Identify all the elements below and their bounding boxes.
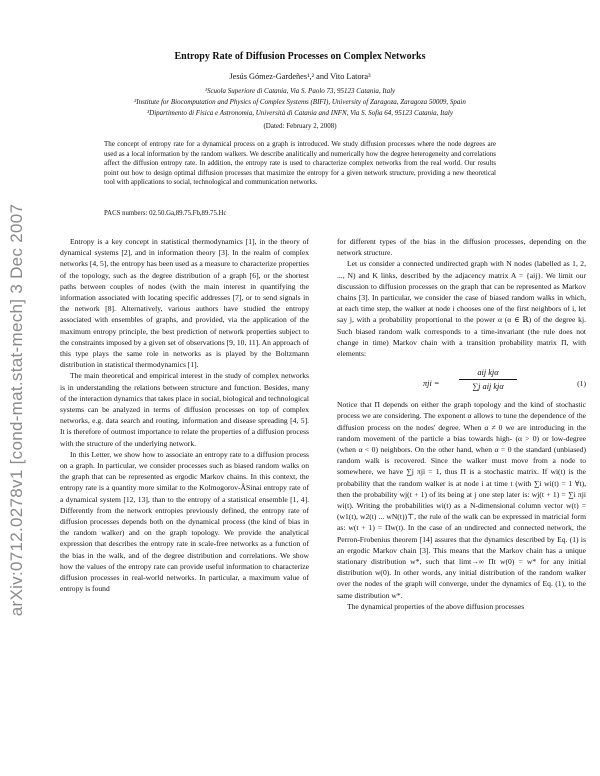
- equation-1: [337, 363, 586, 393]
- paragraph: Notice that Π depends on either the graph topology and the kind of stochastic process we are considering. The exponent α allows to tune the dependence of the diffusion process on the nodes' degree. When α ≠ 0 we are introducing in the random movement of the particle a bias towards high- (α > 0) or low-degree (when α < 0) neighbors. On the other hand, when α = 0 the standard (unbiased) random walk is recovered. Since the walker must move from a node to somewhere, we have ∑j πji = 1, thus Π is a stochastic matrix. If wi(t) is the probability that the random walker is at node i at time t (with ∑i wi(t) = 1 ∀t), then the probability wj(t + 1) of its being at j one step later is: wj(t + 1) = ∑i πji wi(t). Writing the probabilities wi(t) as a N-dimensional column vector w(t) = (w1(t), w2(t) ... wN(t))⊤, the rule of the walk can be expressed in matricial form as: w(t + 1) = Πw(t). In the case of an undirected and connected network, the Perron-Frobenius theorem [14] assures that the dynamics described by Eq. (1) is an ergodic Markov chain [3]. This means that the Markov chain has a unique stationary distribution w*, such that limt→∞ Πt w(0) = w* for any initial distribution w(0). In other words, any initial distribution of the random walker over the nodes of the graph will converge, under the dynamics of Eq. (1), to the same distribution w*.: [337, 400, 586, 600]
- arxiv-identifier: arXiv:0712.0278v1 [cond-mat.stat-mech] 3 Dec 2007: [7, 203, 26, 617]
- left-column: [60, 236, 309, 595]
- right-column: [337, 236, 586, 612]
- paragraph: In this Letter, we show how to associate an entropy rate to a diffusion process on a graph. In particular, we consider processes such as biased random walks on the graph that can be represented as ergodic Markov chains. In this context, the entropy rate is a quantity more similar to the Kolmogorov-ÂSinai entropy rate of a dynamical system [12, 13], than to the entropy of a statistical ensemble [1, 4]. Differently from the network entropies previously defined, the entropy rate of diffusion processes depends both on the dynamical process (the kind of bias in the random walker) and on the graph topology. We provide the analytical expression that describes the entropy rate in scale-free networks as a function of the bias in the walk, and of the degree distribution and correlations. We show how the values of the entropy rate can provide useful information to characterize diffusion processes in real-world networks. In particular, a maximum value of entropy is found: [60, 449, 309, 594]
- pacs-numbers: PACS numbers: 02.50.Ga,89.75.Fb,89.75.Hc: [104, 210, 227, 217]
- equation-lhs: πji =: [423, 379, 440, 389]
- equation-fraction: [459, 367, 517, 392]
- affiliation-3: ³Dipartimento di Fisica e Astronomia, Università di Catania and INFN, Via S. Sofia 64, 95123 Catania, Italy: [147, 109, 453, 117]
- paragraph: Entropy is a key concept in statistical thermodynamics [1], in the theory of dynamical systems [2], and in information theory [3]. In the realm of complex networks [4, 5], the entropy has been used as a measure to characterize properties of the topology, such as the degree distribution of a graph [6], or the shortest paths between couples of nodes (with the main interest in quantifying the information associated with locating specific addresses [7], or to send signals in the network [8]. Alternatively, various authors have studied the entropy associated with ensembles of graphs, and provided, via the application of the maximum entropy principle, the best prediction of network properties subject to the constraints imposed by a given set of observations [9, 10, 11]. An approach of this type plays the same role in networks as is played by the Boltzmann distribution in statistical thermodynamics [1].: [60, 237, 309, 370]
- paper-title: Entropy Rate of Diffusion Processes on Complex Networks: [174, 51, 426, 62]
- paragraph: Let us consider a connected undirected graph with N nodes (labelled as 1, 2, ..., N) and K links, described by the adjacency matrix A = {aij}. We limit our discussion to diffusion processes on the graph that can be represented as Markov chains [3]. In particular, we consider the case of biased random walks in which, at each time step, the walker at node i chooses one of the first neighbors of i, let say j, with a probability proportional to the power α (α ∈ ℝ) of the degree kj. Such biased random walk corresponds to a time-invariant (the rule does not change in time) Markov chain with a transition probability matrix Π, with elements:: [337, 259, 586, 359]
- paper-authors: Jesús Gómez-Gardeñes¹,² and Vito Latora³: [229, 72, 371, 81]
- equation-denominator: ∑j aij kjα: [472, 382, 504, 392]
- dated-line: (Dated: February 2, 2008): [263, 122, 337, 130]
- abstract: The concept of entropy rate for a dynamical process on a graph is introduced. We study diffusion processes where the node degrees are used as a local information by the random walkers. We describe analitically and numerically how the degree heterogeneity and correlations affect the diffusion entropy rate. In addition, the entropy rate is used to characterize complex networks from the real world. Our results point out how to design optimal diffusion processes that maximize the entropy for a given network structure, providing a new theoretical tool with applications to social, technological and communication networks.: [104, 140, 496, 187]
- paragraph: The dynamical properties of the above diffusion processes: [347, 601, 525, 611]
- paragraph: The main theoretical and empirical interest in the study of complex networks is in understanding the relations between structure and function. Besides, many of the interaction dynamics that takes place in social, biological and technological systems can be analyzed in terms of diffusion processes on top of complex networks, e.g. data search and routing, information and disease spreading [4, 5]. It is therefore of outmost importance to relate the properties of a diffusion process with the structure of the underlying network.: [60, 371, 309, 448]
- affiliation-2: ²Institute for Biocomputation and Physics of Complex Systems (BIFI), University of Zaragoza, Zaragoza 50009, Spain: [134, 98, 466, 106]
- paragraph: for different types of the bias in the diffusion processes, depending on the network structure.: [337, 237, 586, 258]
- arxiv-sidebar-stamp: [2, 200, 32, 620]
- equation-number: (1): [577, 379, 586, 389]
- affiliation-1: ¹Scuola Superiore di Catania, Via S. Paolo 73, 95123 Catania, Italy: [204, 87, 396, 95]
- equation-numerator: aij kjα: [459, 367, 517, 380]
